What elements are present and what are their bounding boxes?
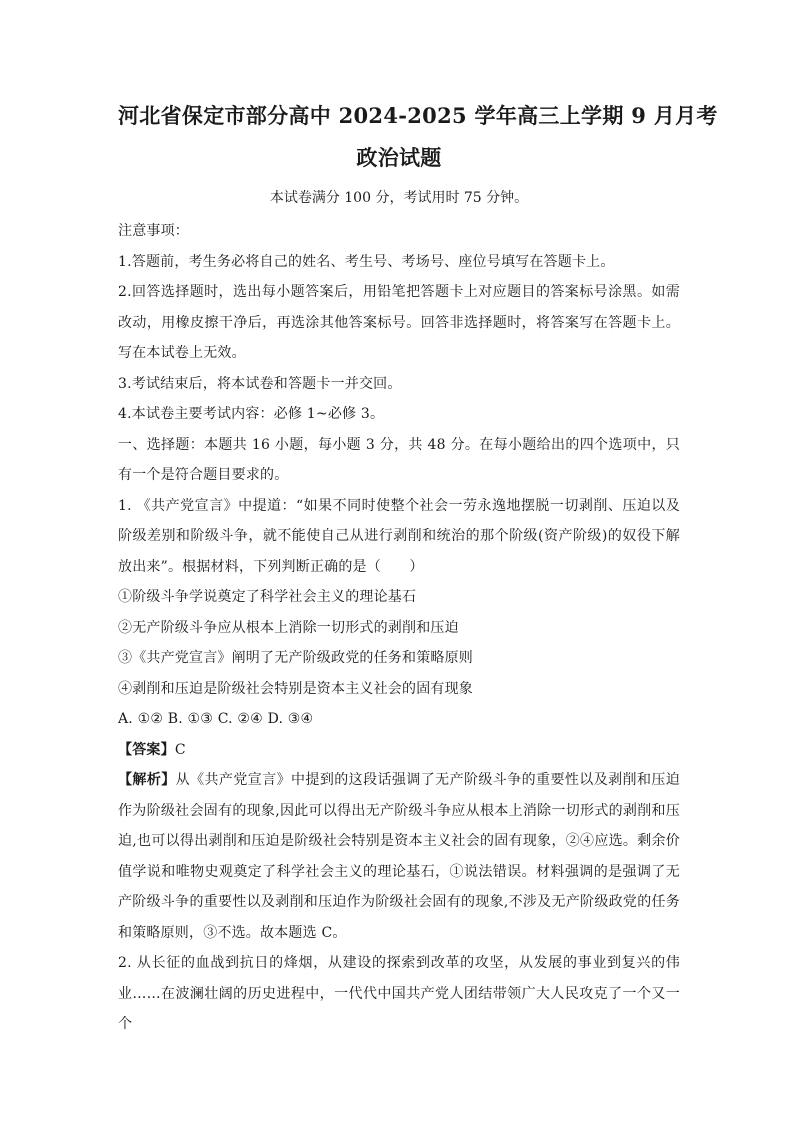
analysis-paragraph <box>118 765 680 948</box>
answer-options: A. ①② B. ①③ C. ②④ D. ③④ <box>118 711 314 727</box>
question-2 <box>118 948 680 1040</box>
notice-item: 2.回答选择题时，选出每小题答案后，用铅笔把答题卡上对应题目的答案标号涂黑。如需改动，用橡皮擦干净后，再选涂其他答案标号。回答非选择题时，将答案写在答题卡上。写在本试卷上无效。 <box>118 284 680 361</box>
analysis-label: 【解析】 <box>118 772 176 788</box>
answer-line <box>118 735 680 766</box>
exam-subject-title: 政治试题 <box>356 145 442 170</box>
question-stem: 2. 从长征的血战到抗日的烽烟，从建设的探索到改革的攻坚，从发展的事业到复兴的伟业……在波澜壮阔的历史进程中，一代代中国共产党人团结带领广大人民攻克了一个又一个 <box>118 955 680 1032</box>
answer-label: 【答案】 <box>118 741 175 758</box>
answer-value: C <box>174 741 186 758</box>
exam-title: 河北省保定市部分高中 2024-2025 学年高三上学期 9 月月考 <box>118 103 718 128</box>
notice-heading: 注意事项： <box>118 223 189 239</box>
statement-item: ②无产阶级斗争应从根本上消除一切形式的剥削和压迫 <box>118 619 459 636</box>
exam-page <box>118 96 718 1040</box>
notice-block <box>118 216 680 430</box>
statement-item: ③《共产党宣言》阐明了无产阶级政党的任务和策略原则 <box>118 650 473 666</box>
section-heading: 一、选择题：本题共 16 小题，每小题 3 分，共 48 分。在每小题给出的四个选项中，只有一个是符合题目要求的。 <box>118 436 680 483</box>
statement-item: ①阶级斗争学说奠定了科学社会主义的理论基石 <box>118 589 417 605</box>
notice-item: 1.答题前，考生务必将自己的姓名、考生号、考场号、座位号填写在答题卡上。 <box>118 253 615 270</box>
question-1 <box>118 491 680 949</box>
analysis-text: 从《共产党宣言》中提到的这段话强调了无产阶级斗争的重要性以及剥削和压迫作为阶级社会固有的现象,因此可以得出无产阶级斗争应从根本上消除一切形式的剥削和压迫,也可以得出剥削和压迫是阶级社会特别是资本主义社会的固有现象，②④应选。剩余价值学说和唯物史观奠定了科学社会主义的理论基石，①说法错误。材料强调的是强调了无产阶级斗争的重要性以及剥削和压迫作为阶级社会固有的现象,不涉及无产阶级政党的任务和策略原则，③不选。故本题选 C。 <box>118 772 680 941</box>
exam-duration-note: 本试卷满分 100 分，考试用时 75 分钟。 <box>269 190 529 206</box>
notice-item: 3.考试结束后，将本试卷和答题卡一并交回。 <box>118 375 402 392</box>
statement-item: ④剥削和压迫是阶级社会特别是资本主义社会的固有现象 <box>118 680 473 697</box>
notice-item: 4.本试卷主要考试内容：必修 1~必修 3。 <box>118 406 385 422</box>
question-stem: 1. 《共产党宣言》中提道：“如果不同时使整个社会一劳永逸地摆脱一切剥削、压迫以及阶级差别和阶级斗争，就不能使自己从进行剥削和统治的那个阶级(资产阶级)的奴役下解放出来”。根据材料，下列判断正确的是（ ） <box>118 497 680 575</box>
